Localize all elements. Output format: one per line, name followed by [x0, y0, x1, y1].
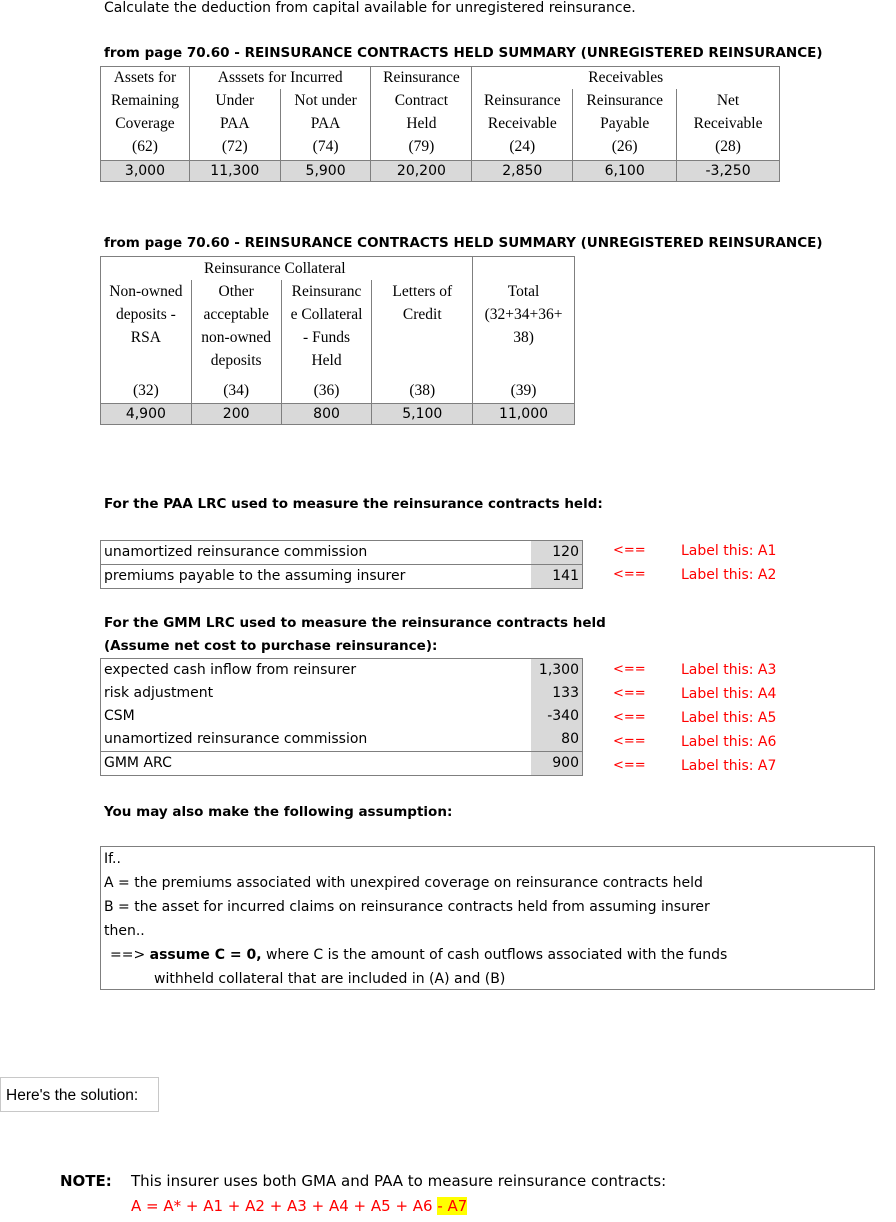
- group-header-incurred: Asssets for Incurred: [189, 67, 371, 90]
- label-a2: Label this: A2: [681, 567, 777, 583]
- assumption-title: You may also make the following assumption:: [104, 804, 453, 820]
- gmm-row-value: 1,300: [531, 659, 583, 683]
- paa-row-label: premiums payable to the assuming insurer: [104, 568, 406, 584]
- label-a5: Label this: A5: [681, 710, 777, 726]
- paa-title: For the PAA LRC used to measure the reinsurance contracts held:: [104, 496, 603, 512]
- arrow-a1: <==: [613, 543, 646, 558]
- gmm-row-value: 133: [531, 682, 583, 705]
- value-cell: 4,900: [101, 403, 192, 424]
- arrow-a4: <==: [613, 686, 646, 701]
- label-a4: Label this: A4: [681, 686, 777, 702]
- col-header-reins-payable: Reinsurance Payable (26): [573, 89, 677, 160]
- summary-table-1: [100, 66, 780, 182]
- col-header-total: Total (32+34+36+ 38): [473, 280, 575, 379]
- group-header-collateral: Reinsurance Collateral: [101, 257, 473, 281]
- col-header-other-acceptable: Other acceptable non-owned deposits: [191, 280, 281, 379]
- value-cell: 5,100: [372, 403, 473, 424]
- assumption-b: B = the asset for incurred claims on reinsurance contracts held from assuming insurer: [104, 899, 710, 915]
- gmm-title-line2: (Assume net cost to purchase reinsurance):: [104, 638, 438, 654]
- col-header-net-receivable: Net Receivable (28): [677, 89, 780, 160]
- gmm-row-label: unamortized reinsurance commission: [104, 731, 368, 747]
- table2-title: from page 70.60 - REINSURANCE CONTRACTS HELD SUMMARY (UNREGISTERED REINSURANCE): [104, 235, 823, 251]
- col-code: (32): [101, 379, 192, 403]
- col-header-under-paa: Under PAA (72): [189, 89, 280, 160]
- assumption-then: then..: [104, 923, 145, 939]
- value-cell: 2,850: [472, 160, 573, 181]
- table1-title: from page 70.60 - REINSURANCE CONTRACTS HELD SUMMARY (UNREGISTERED REINSURANCE): [104, 45, 823, 61]
- arrow-a5: <==: [613, 710, 646, 725]
- value-cell: 3,000: [101, 160, 190, 181]
- arrow-a3: <==: [613, 662, 646, 677]
- label-a7: Label this: A7: [681, 758, 777, 774]
- arrow-a6: <==: [613, 734, 646, 749]
- blank-header-cell: [473, 257, 575, 281]
- note-label: NOTE:: [60, 1172, 112, 1190]
- gmm-title-line1: For the GMM LRC used to measure the reinsurance contracts held: [104, 615, 606, 631]
- note-formula: A = A* + A1 + A2 + A3 + A4 + A5 + A6 - A7: [131, 1197, 468, 1215]
- gmm-row-value: 900: [531, 752, 583, 776]
- col-code: (38): [372, 379, 473, 403]
- value-cell: 20,200: [371, 160, 472, 181]
- col-code: (36): [281, 379, 372, 403]
- paa-row-value: 141: [531, 565, 583, 589]
- assumption-c-line: ==> assume C = 0, where C is the amount of cash outflows associated with the funds: [110, 947, 728, 963]
- assumption-box: [100, 846, 875, 990]
- col-code: (39): [473, 379, 575, 403]
- value-cell: 800: [281, 403, 372, 424]
- assumption-a: A = the premiums associated with unexpired coverage on reinsurance contracts held: [104, 875, 703, 891]
- paa-row-value: 120: [531, 541, 583, 565]
- col-header-reins-receivable: Reinsurance Receivable (24): [472, 89, 573, 160]
- col-header-contract-held: Contract Held (79): [371, 89, 472, 160]
- value-cell: -3,250: [677, 160, 780, 181]
- gmm-row-label: risk adjustment: [104, 685, 214, 701]
- assumption-c-line2: withheld collateral that are included in (A) and (B): [154, 971, 506, 987]
- label-a1: Label this: A1: [681, 543, 777, 559]
- value-cell: 200: [191, 403, 281, 424]
- gmm-row-label: expected cash inflow from reinsurer: [104, 662, 357, 678]
- gmm-row-value: -340: [531, 705, 583, 728]
- arrow-a2: <==: [613, 567, 646, 582]
- col-header-funds-held: Reinsuranc e Collateral - Funds Held: [281, 280, 372, 379]
- formula-highlight: - A7: [437, 1197, 468, 1215]
- col-header-not-under-paa: Not under PAA (74): [280, 89, 371, 160]
- label-a6: Label this: A6: [681, 734, 777, 750]
- col-code: (34): [191, 379, 281, 403]
- label-a3: Label this: A3: [681, 662, 777, 678]
- value-cell: 6,100: [573, 160, 677, 181]
- intro-question: Calculate the deduction from capital available for unregistered reinsurance.: [104, 0, 636, 16]
- value-cell: 11,000: [473, 403, 575, 424]
- paa-row-label: unamortized reinsurance commission: [104, 544, 368, 560]
- gmm-row-value: 80: [531, 728, 583, 752]
- col-header-remaining: Remaining Coverage (62): [101, 89, 190, 160]
- group-header-reinsurance: Reinsurance: [371, 67, 472, 90]
- arrow-a7: <==: [613, 758, 646, 773]
- col-header-non-owned: Non-owned deposits - RSA: [101, 280, 192, 379]
- gmm-table: [100, 658, 583, 776]
- group-header-assets: Assets for: [101, 67, 190, 90]
- assumption-if: If..: [104, 851, 121, 867]
- col-header-letters-of-credit: Letters of Credit: [372, 280, 473, 379]
- collateral-table: [100, 256, 575, 425]
- value-cell: 11,300: [189, 160, 280, 181]
- paa-table: [100, 540, 583, 589]
- note-text: This insurer uses both GMA and PAA to measure reinsurance contracts:: [131, 1172, 667, 1190]
- group-header-receivables: Receivables: [472, 67, 780, 90]
- solution-label: Here's the solution:: [0, 1077, 159, 1112]
- gmm-row-label: GMM ARC: [104, 755, 172, 771]
- gmm-row-label: CSM: [104, 708, 135, 724]
- value-cell: 5,900: [280, 160, 371, 181]
